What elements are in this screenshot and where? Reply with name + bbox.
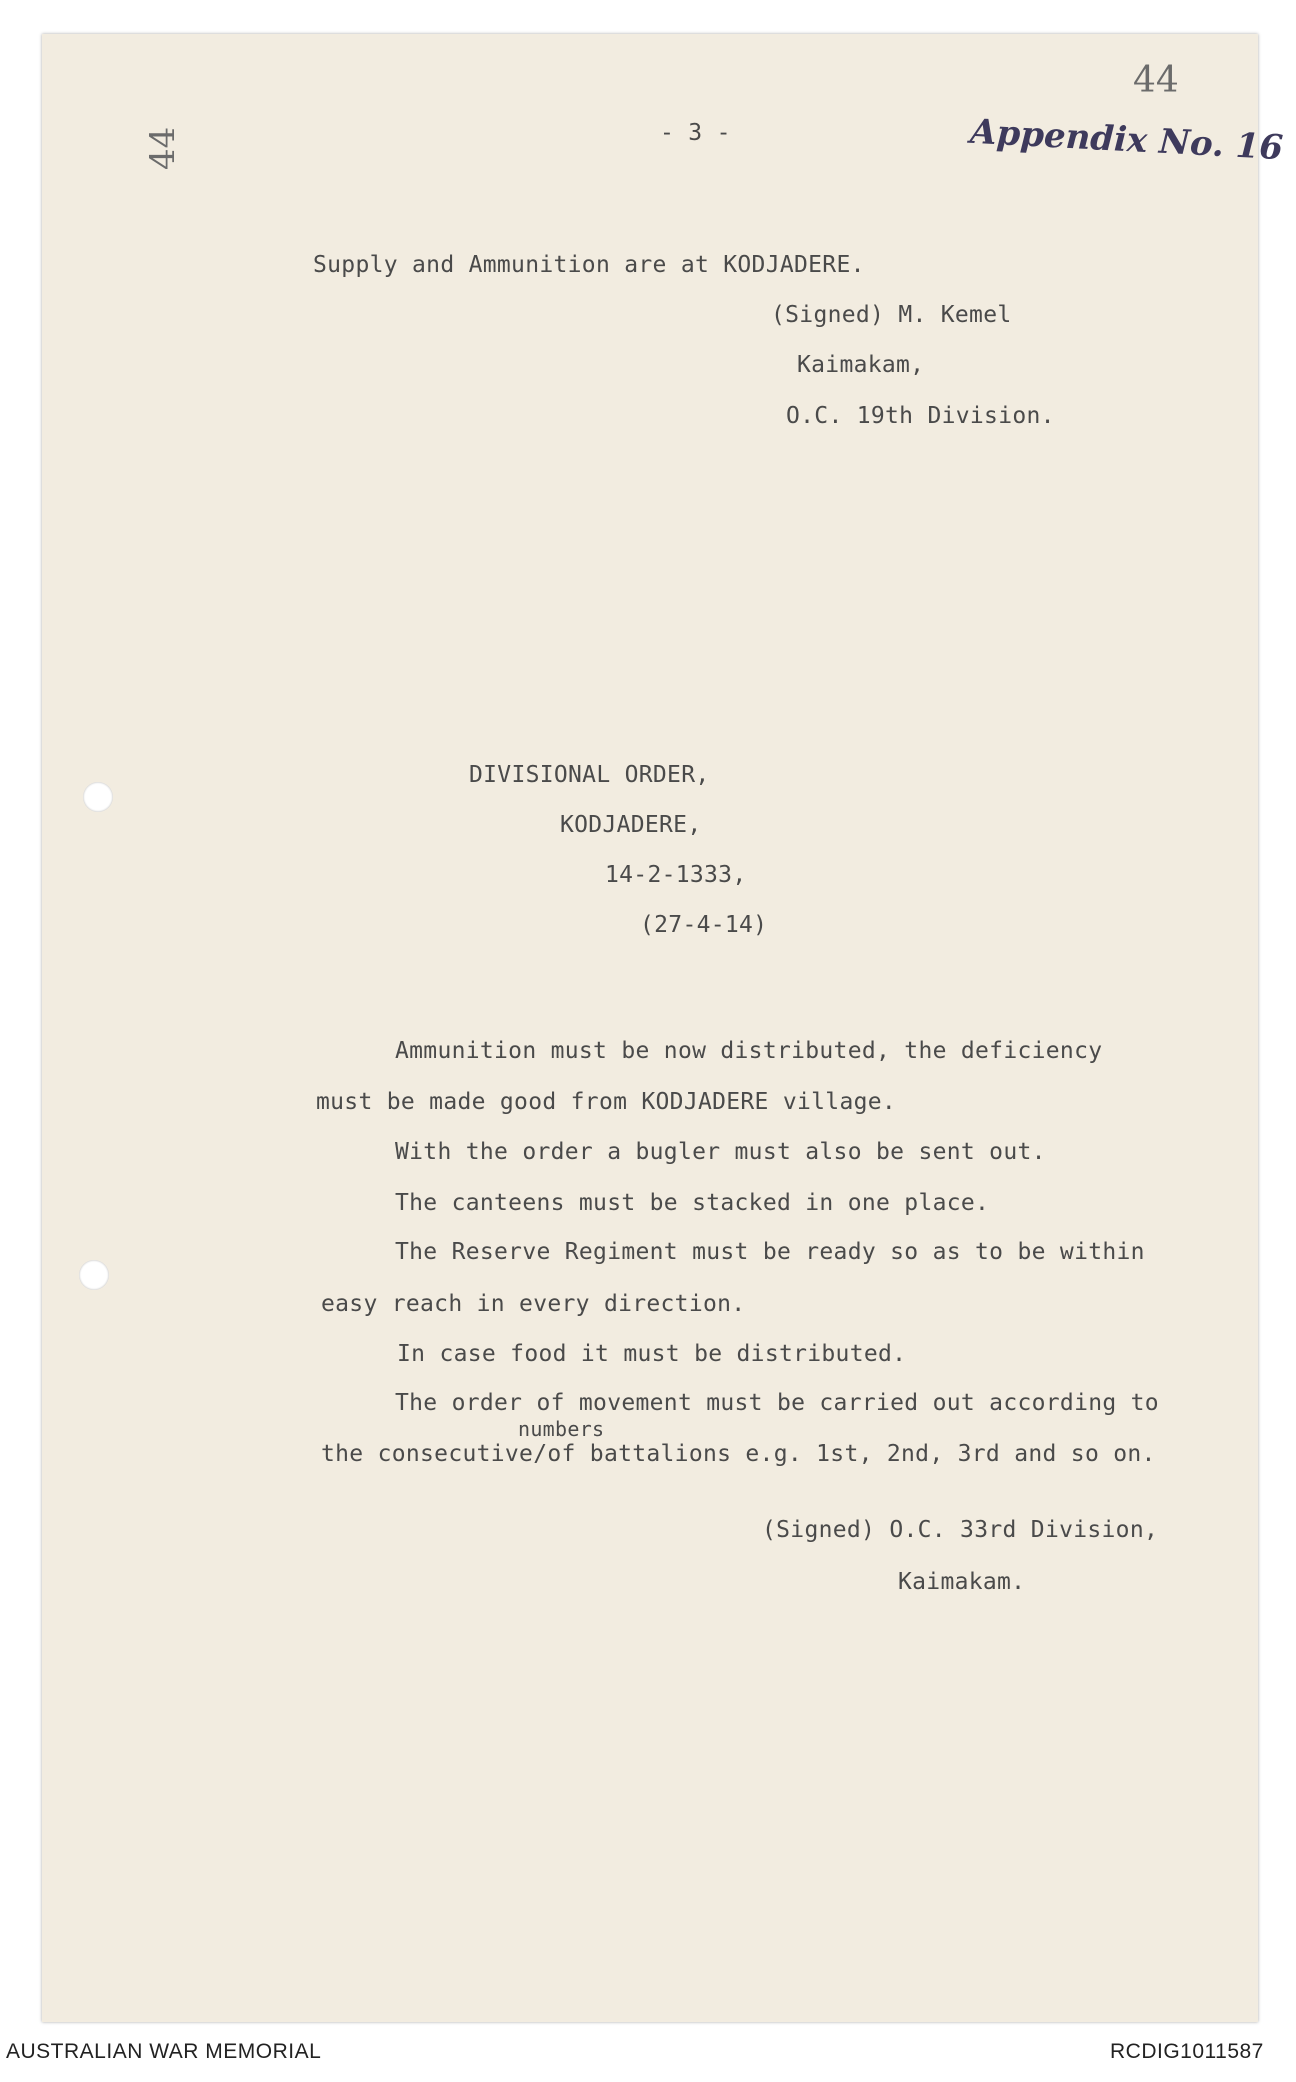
body-line: The Reserve Regiment must be ready so as to be within [395, 1239, 1145, 1265]
divisional-order-date-alt: (27-4-14) [640, 912, 768, 938]
body-line: easy reach in every direction. [321, 1291, 746, 1317]
divisional-order-place: KODJADERE, [560, 812, 702, 838]
footer-reference: RCDIG1011587 [1110, 2040, 1264, 2063]
divisional-order-title: DIVISIONAL ORDER, [469, 762, 710, 788]
punch-hole [83, 782, 113, 812]
folio-number-left: 44 [143, 126, 183, 170]
body-line: must be made good from KODJADERE village. [316, 1089, 897, 1115]
footer-source: AUSTRALIAN WAR MEMORIAL [6, 2040, 322, 2063]
document-page [42, 34, 1258, 2022]
rank-kaimakam: Kaimakam, [797, 352, 925, 378]
body-line: The order of movement must be carried out according to [395, 1390, 1159, 1416]
unit-19th-division: O.C. 19th Division. [786, 403, 1055, 429]
folio-number-top-right: 44 [1133, 60, 1179, 101]
signed-kemel: (Signed) M. Kemel [771, 302, 1012, 328]
body-line: With the order a bugler must also be sent out. [395, 1139, 1046, 1165]
closing-rank: Kaimakam. [898, 1569, 1026, 1595]
punch-hole [79, 1260, 109, 1290]
body-line: The canteens must be stacked in one place. [395, 1190, 990, 1216]
body-line: the consecutive/of battalions e.g. 1st, 2nd, 3rd and so on. [321, 1441, 1156, 1467]
signed-33rd-division: (Signed) O.C. 33rd Division, [762, 1517, 1159, 1543]
page-number: - 3 - [660, 120, 731, 146]
body-line: Ammunition must be now distributed, the deficiency [395, 1038, 1103, 1064]
supply-line: Supply and Ammunition are at KODJADERE. [313, 252, 865, 278]
appendix-label: Appendix No. 16 [969, 111, 1285, 169]
body-line: In case food it must be distributed. [397, 1341, 907, 1367]
divisional-order-date: 14-2-1333, [605, 862, 747, 888]
body-insert-numbers: numbers [518, 1417, 605, 1441]
